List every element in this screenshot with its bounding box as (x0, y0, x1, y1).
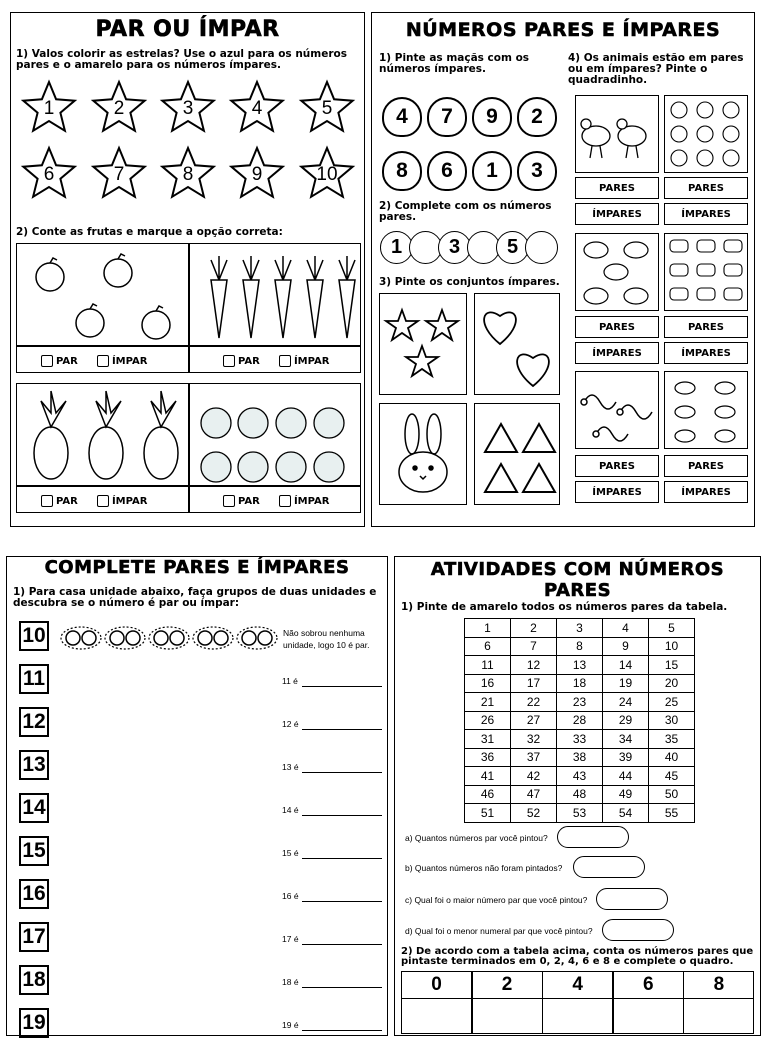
page-title: PAR OU ÍMPAR (95, 17, 280, 42)
answer-label: 13 é (282, 762, 299, 772)
unit-circle (154, 631, 168, 645)
table-cell[interactable]: 40 (649, 748, 695, 767)
table-cell[interactable]: 38 (557, 748, 603, 767)
star-number: 3 (182, 98, 194, 119)
worksheet-complete-pares-impares (6, 556, 388, 1036)
unit-circle (66, 631, 80, 645)
answer-line[interactable] (302, 944, 382, 945)
example-note: Não sobrou nenhuma unidade, logo 10 é par. (283, 628, 370, 650)
worksheet-numeros-pares-impares (371, 12, 755, 527)
ending-answer-cell[interactable] (613, 998, 684, 1034)
answer-line[interactable] (302, 858, 382, 859)
question-1: 1) Valos colorir as estrelas? Use o azul para os números pares e o amarelo para os números ímpares. (16, 48, 347, 71)
chain-circle: 3 (438, 231, 471, 264)
star-number: 8 (182, 164, 194, 185)
page-title: COMPLETE PARES E ÍMPARES (44, 557, 350, 578)
table-cell[interactable]: 9 (603, 637, 649, 656)
star-number: 1 (43, 98, 55, 119)
ending-answer-cell[interactable] (472, 998, 543, 1034)
table-cell[interactable]: 41 (465, 767, 511, 786)
apple-number[interactable]: 7 (427, 97, 467, 137)
table-cell[interactable]: 8 (557, 637, 603, 656)
question-b: b) Quantos números não foram pintados? (405, 863, 563, 873)
option-row (41, 352, 147, 371)
table-cell[interactable]: 17 (511, 674, 557, 693)
number-box: 14 (19, 793, 49, 823)
question-2: 2) Conte as frutas e marque a opção correta: (16, 226, 283, 238)
number-box: 11 (19, 664, 49, 694)
table-cell[interactable]: 46 (465, 785, 511, 804)
bird-icon (665, 372, 747, 448)
impares-button[interactable]: ÍMPARES (575, 481, 659, 503)
table-cell[interactable]: 20 (649, 674, 695, 693)
apple-number[interactable]: 1 (472, 151, 512, 191)
answer-c-input[interactable] (596, 888, 668, 910)
worksheet-par-ou-impar (10, 12, 365, 527)
table-cell[interactable]: 42 (511, 767, 557, 786)
checkbox-par[interactable]: PAR (41, 495, 78, 507)
numbers-table (464, 618, 695, 823)
table-cell[interactable]: 45 (649, 767, 695, 786)
answer-label: 11 é (282, 676, 298, 686)
ending-header: 4 (542, 971, 613, 999)
table-cell[interactable]: 44 (603, 767, 649, 786)
table-cell[interactable]: 48 (557, 785, 603, 804)
number-box: 13 (19, 750, 49, 780)
pares-button[interactable]: PARES (664, 316, 748, 338)
question-c: c) Qual foi o maior número par que você pintou? (405, 895, 588, 905)
table-cell[interactable]: 26 (465, 711, 511, 730)
table-cell[interactable]: 10 (649, 637, 695, 656)
apples-icon (191, 385, 361, 485)
star-number: 10 (316, 164, 338, 185)
answer-line[interactable] (302, 987, 382, 988)
unit-circle (170, 631, 184, 645)
answer-d-input[interactable] (602, 919, 674, 941)
number-box: 12 (19, 707, 49, 737)
table-cell[interactable]: 2 (511, 619, 557, 638)
table-cell[interactable]: 24 (603, 693, 649, 712)
star-number: 6 (43, 164, 55, 185)
table-cell[interactable]: 43 (557, 767, 603, 786)
page-title: ATIVIDADES COM NÚMEROS PARES (430, 559, 725, 601)
answer-label: 15 é (282, 848, 299, 858)
table-cell[interactable]: 33 (557, 730, 603, 749)
star-number: 7 (113, 164, 125, 185)
apple-number[interactable]: 3 (517, 151, 557, 191)
table-cell[interactable]: 31 (465, 730, 511, 749)
unit-circle (258, 631, 272, 645)
star-number: 4 (251, 98, 263, 119)
unit-circle (242, 631, 256, 645)
checkbox-impar[interactable]: ÍMPAR (279, 355, 330, 367)
number-box: 15 (19, 836, 49, 866)
option-row (223, 352, 329, 371)
impares-button[interactable]: ÍMPARES (575, 342, 659, 364)
checkbox-impar[interactable]: ÍMPAR (97, 495, 148, 507)
table-cell[interactable]: 7 (511, 637, 557, 656)
table-cell[interactable]: 18 (557, 674, 603, 693)
unit-circle (82, 631, 96, 645)
question-2: 2) De acordo com a tabela acima, conta os números pares que pintaste terminados em 0, 2, 4, 6 e 8 e complete o quadro. (401, 946, 754, 967)
pairs-icon (59, 623, 279, 653)
table-cell[interactable]: 6 (465, 637, 511, 656)
page-title: NÚMEROS PARES E ÍMPARES (405, 19, 721, 41)
table-cell[interactable]: 13 (557, 656, 603, 675)
answer-line[interactable] (302, 686, 382, 687)
star-number: 9 (251, 164, 263, 185)
impares-button[interactable]: ÍMPARES (664, 481, 748, 503)
checkbox-par[interactable]: PAR (223, 495, 260, 507)
table-cell[interactable]: 47 (511, 785, 557, 804)
answer-label: 18 é (282, 977, 299, 987)
table-row (465, 804, 695, 823)
unit-circle (110, 631, 124, 645)
unit-circle (126, 631, 140, 645)
pares-button[interactable]: PARES (575, 316, 659, 338)
table-cell[interactable]: 30 (649, 711, 695, 730)
pineapples-icon (18, 385, 188, 485)
ending-header: 6 (613, 971, 684, 999)
worksheet-atividades-numeros-pares (394, 556, 761, 1036)
impares-button[interactable]: ÍMPARES (575, 203, 659, 225)
question-3: 3) Pinte os conjuntos ímpares. (379, 276, 560, 288)
star-number: 5 (321, 98, 333, 119)
table-row (465, 767, 695, 786)
snake-icon (576, 372, 658, 448)
table-cell[interactable]: 11 (465, 656, 511, 675)
pares-button[interactable]: PARES (664, 455, 748, 477)
answer-line[interactable] (302, 815, 382, 816)
checkbox-par[interactable]: PAR (41, 355, 78, 367)
table-cell[interactable]: 12 (511, 656, 557, 675)
answer-b-input[interactable] (573, 856, 645, 878)
checkbox-impar[interactable]: ÍMPAR (279, 495, 330, 507)
table-row (465, 693, 695, 712)
table-cell[interactable]: 14 (603, 656, 649, 675)
table-cell[interactable]: 5 (649, 619, 695, 638)
question-d: d) Qual foi o menor numeral par que você pintou? (405, 926, 593, 936)
answer-line[interactable] (302, 772, 382, 773)
apple-number[interactable]: 2 (517, 97, 557, 137)
answer-label: 19 é (282, 1020, 299, 1030)
table-cell[interactable]: 50 (649, 785, 695, 804)
table-cell[interactable]: 29 (603, 711, 649, 730)
table-cell[interactable]: 15 (649, 656, 695, 675)
table-row (465, 748, 695, 767)
apple-number[interactable]: 4 (382, 97, 422, 137)
table-cell[interactable]: 28 (557, 711, 603, 730)
table-row (465, 711, 695, 730)
unit-circle (214, 631, 228, 645)
table-cell[interactable]: 51 (465, 804, 511, 823)
question-a: a) Quantos números par você pintou? (405, 833, 548, 843)
number-box: 16 (19, 879, 49, 909)
carrots-icon (191, 245, 361, 345)
answer-label: 14 é (282, 805, 299, 815)
apple-number[interactable]: 6 (427, 151, 467, 191)
question-2: 2) Complete com os números pares. (379, 200, 552, 223)
number-box: 18 (19, 965, 49, 995)
table-cell[interactable]: 19 (603, 674, 649, 693)
question-1: 1) Pinte as maçãs com os números ímpares. (379, 52, 530, 75)
number-box: 17 (19, 922, 49, 952)
table-row (465, 656, 695, 675)
checkbox-impar[interactable]: ÍMPAR (97, 355, 148, 367)
impares-button[interactable]: ÍMPARES (664, 203, 748, 225)
number-box: 10 (19, 621, 49, 651)
option-row (41, 492, 147, 511)
table-cell[interactable]: 37 (511, 748, 557, 767)
number-box: 19 (19, 1008, 49, 1038)
answer-a-input[interactable] (557, 826, 629, 848)
table-cell[interactable]: 34 (603, 730, 649, 749)
oranges-icon (18, 245, 188, 345)
answer-line[interactable] (302, 901, 382, 902)
checkbox-par[interactable]: PAR (223, 355, 260, 367)
chain-circle: 1 (380, 231, 413, 264)
ending-answer-cell[interactable] (401, 998, 472, 1034)
table-row (465, 637, 695, 656)
ending-header: 0 (401, 971, 472, 999)
table-cell[interactable]: 25 (649, 693, 695, 712)
table-cell[interactable]: 39 (603, 748, 649, 767)
answer-label: 12 é (282, 719, 299, 729)
question-4: 4) Os animais estão em pares ou em ímpares? Pinte o quadradinho. (568, 52, 744, 86)
table-row (465, 619, 695, 638)
ending-header: 8 (683, 971, 754, 999)
hen-icon (576, 96, 658, 172)
cat-icon (665, 96, 747, 172)
pares-button[interactable]: PARES (664, 177, 748, 199)
star-number: 2 (113, 98, 125, 119)
table-cell[interactable]: 4 (603, 619, 649, 638)
answer-line[interactable] (302, 729, 382, 730)
table-row (465, 785, 695, 804)
answer-label: 16 é (282, 891, 299, 901)
table-cell[interactable]: 1 (465, 619, 511, 638)
stars-group (11, 75, 366, 215)
table-row (465, 730, 695, 749)
table-cell[interactable]: 3 (557, 619, 603, 638)
rabbit-icon (380, 404, 466, 504)
unit-circle (198, 631, 212, 645)
table-row (465, 674, 695, 693)
table-cell[interactable]: 53 (557, 804, 603, 823)
chain-circle: 5 (496, 231, 529, 264)
frog-icon (576, 234, 658, 310)
table-cell[interactable]: 52 (511, 804, 557, 823)
option-row (223, 492, 329, 511)
impares-button[interactable]: ÍMPARES (664, 342, 748, 364)
table-cell[interactable]: 36 (465, 748, 511, 767)
table-cell[interactable]: 35 (649, 730, 695, 749)
heart-icon (475, 294, 559, 394)
chain-circle[interactable] (525, 231, 558, 264)
apple-number[interactable]: 9 (472, 97, 512, 137)
ending-header: 2 (472, 971, 543, 999)
table-cell[interactable]: 54 (603, 804, 649, 823)
answer-label: 17 é (282, 934, 299, 944)
question-1: 1) Pinte de amarelo todos os números pares da tabela. (401, 601, 728, 613)
question-1: 1) Para casa unidade abaixo, faça grupos de duas unidades e descubra se o número é par ou ímpar: (13, 586, 377, 609)
apple-number[interactable]: 8 (382, 151, 422, 191)
table-cell[interactable]: 27 (511, 711, 557, 730)
table-cell[interactable]: 49 (603, 785, 649, 804)
pares-button[interactable]: PARES (575, 455, 659, 477)
table-cell[interactable]: 55 (649, 804, 695, 823)
table-cell[interactable]: 22 (511, 693, 557, 712)
ending-answer-cell[interactable] (542, 998, 613, 1034)
table-cell[interactable]: 21 (465, 693, 511, 712)
table-cell[interactable]: 23 (557, 693, 603, 712)
triangle-icon (475, 404, 559, 504)
ending-answer-cell[interactable] (683, 998, 754, 1034)
star-icon (380, 294, 466, 394)
answer-line[interactable] (302, 1030, 382, 1031)
table-cell[interactable]: 32 (511, 730, 557, 749)
table-cell[interactable]: 16 (465, 674, 511, 693)
pares-button[interactable]: PARES (575, 177, 659, 199)
cow-icon (665, 234, 747, 310)
